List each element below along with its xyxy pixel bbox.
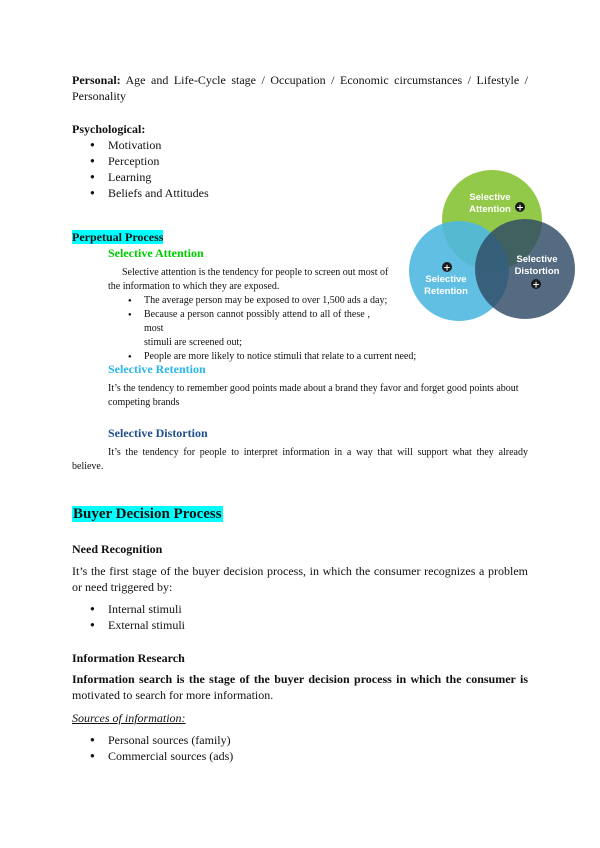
list-item: ● Personal sources (family) bbox=[108, 732, 233, 748]
retention-label-2: Retention bbox=[424, 286, 468, 297]
retention-label-1: Selective bbox=[425, 274, 467, 285]
selective-retention-title: Selective Retention bbox=[108, 362, 206, 376]
buyer-decision-heading: Buyer Decision Process bbox=[73, 506, 222, 522]
list-item: ● Beliefs and Attitudes bbox=[108, 185, 209, 201]
selective-attention-bullets bbox=[144, 294, 420, 364]
selective-retention-line2: competing brands bbox=[108, 397, 180, 408]
need-recognition-title: Need Recognition bbox=[72, 542, 163, 556]
list-item: ● People are more likely to notice stimuli that relate to a current need; bbox=[144, 350, 420, 364]
attention-label-1: Selective bbox=[469, 192, 511, 203]
sources-list bbox=[108, 732, 233, 764]
list-item: ● Perception bbox=[108, 153, 209, 169]
information-research-line1: Information search is the stage of the buyer decision process in which the consumer is bbox=[72, 672, 528, 686]
selective-attention-line1: Selective attention is the tendency for people to screen out most of bbox=[122, 267, 389, 278]
distortion-label-2: Distortion bbox=[514, 266, 560, 277]
selective-retention-line1: It’s the tendency to remember good points made about a brand they favor and forget good points about bbox=[108, 383, 519, 394]
psychological-label: Psychological: bbox=[72, 122, 146, 136]
psychological-list bbox=[108, 137, 209, 201]
personal-text-cont: Personality bbox=[72, 89, 126, 103]
need-recognition-line1: It’s the first stage of the buyer decision process, in which the consumer recognizes a problem bbox=[72, 564, 528, 578]
list-item: ● The average person may be exposed to over 1,500 ads a day; bbox=[144, 294, 420, 308]
need-recognition-line2: or need triggered by: bbox=[72, 580, 173, 594]
svg-text:+: + bbox=[443, 263, 451, 274]
list-item: ● Motivation bbox=[108, 137, 209, 153]
distortion-label-1: Selective bbox=[516, 254, 558, 265]
svg-text:+: + bbox=[516, 203, 524, 214]
information-research-line2: motivated to search for more information. bbox=[72, 688, 274, 702]
list-item: ● Commercial sources (ads) bbox=[108, 748, 233, 764]
svg-text:+: + bbox=[532, 280, 540, 291]
need-recognition-text bbox=[72, 563, 528, 595]
perceptual-heading: Perpetual Process bbox=[72, 230, 164, 244]
list-item: ● External stimuli bbox=[108, 617, 185, 633]
selective-process-venn-diagram bbox=[404, 170, 580, 322]
list-item: ● Internal stimuli bbox=[108, 601, 185, 617]
selective-distortion-line2: believe. bbox=[72, 461, 104, 472]
personal-text: Age and Life-Cycle stage / Occupation / Economic circumstances / Lifestyle / bbox=[125, 73, 528, 87]
selective-distortion-line1: It’s the tendency for people to interpret information in a way that will support what they already bbox=[108, 447, 528, 458]
sources-of-information-label: Sources of information: bbox=[72, 711, 186, 725]
information-research-text bbox=[72, 671, 528, 703]
selective-distortion-title: Selective Distortion bbox=[108, 426, 208, 440]
attention-label-2: Attention bbox=[469, 204, 511, 215]
information-research-title: Information Research bbox=[72, 651, 185, 665]
personal-label: Personal: bbox=[72, 73, 121, 87]
selective-attention-line2: the information to which they are exposed. bbox=[108, 281, 280, 292]
list-item: ● Learning bbox=[108, 169, 209, 185]
list-item: ● Because a person cannot possibly attend to all of these , most bbox=[144, 308, 370, 336]
selective-attention-title: Selective Attention bbox=[108, 246, 204, 260]
need-recognition-list bbox=[108, 601, 185, 633]
personal-paragraph bbox=[72, 72, 528, 104]
list-item-cont: stimuli are screened out; bbox=[144, 337, 243, 348]
